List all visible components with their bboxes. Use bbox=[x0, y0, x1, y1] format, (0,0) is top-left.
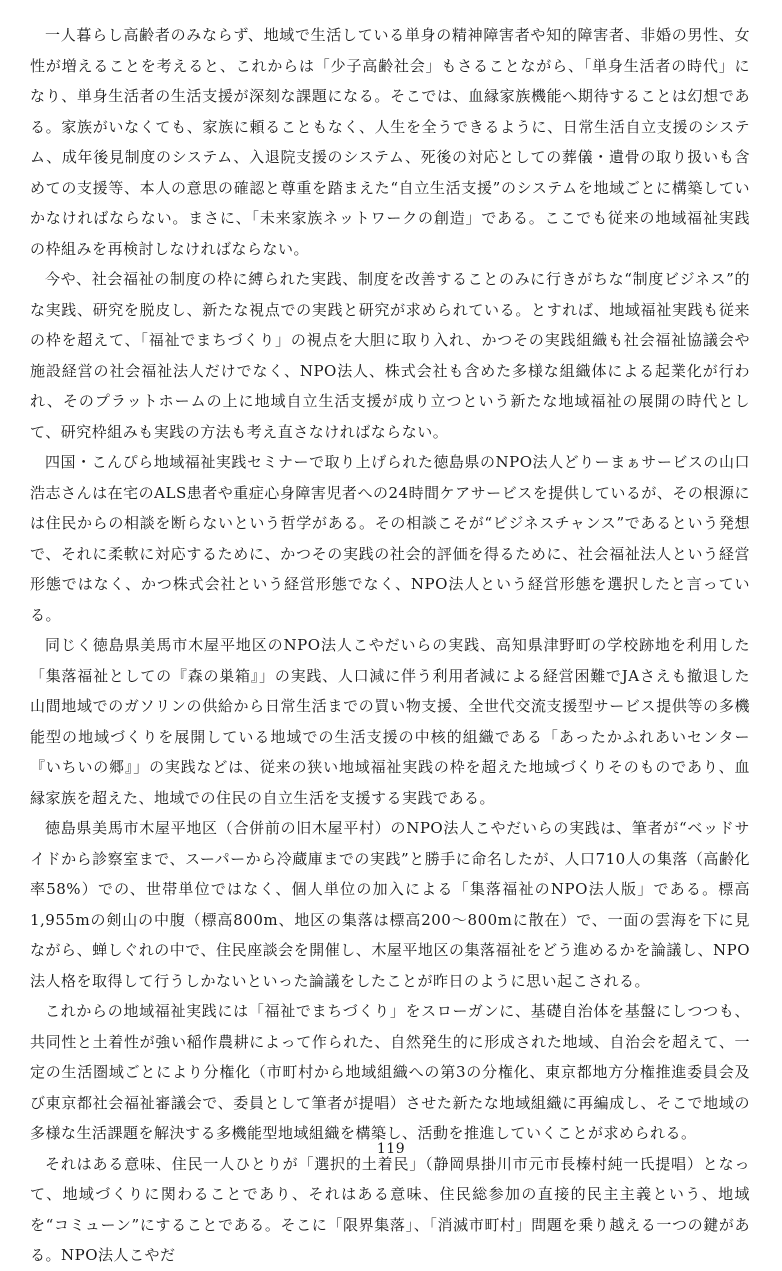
paragraph-1: 一人暮らし高齢者のみならず、地域で生活している単身の精神障害者や知的障害者、非婚の男性、女性が増えることを考えると、これからは「少子高齢社会」もさることながら、「単身生活者の時代」になり、単身生活者の生活支援が深刻な課題になる。そこでは、血縁家族機能へ期待することは幻想である。家族がいなくても、家族に頼ることもなく、人生を全うできるように、日常生活自立支援のシステム、成年後見制度のシステム、入退院支援のシステム、死後の対応としての葬儀・遺骨の取り扱いも含めての支援等、本人の意思の確認と尊重を踏まえた“自立生活支援”のシステムを地域ごとに構築していかなければならない。まさに、「未来家族ネットワークの創造」である。ここでも従来の地域福祉実践の枠組みを再検討しなければならない。 bbox=[30, 26, 750, 258]
paragraph-7: それはある意味、住民一人ひとりが「選択的土着民」（静岡県掛川市元市長榛村純一氏提唱）となって、地域づくりに関わることであり、それはある意味、住民総参加の直接的民主主義という、地域を“コミューン”にすることである。そこに「限界集落」、「消滅市町村」問題を乗り越える一つの鍵がある。NPO法人こやだ bbox=[30, 1154, 750, 1264]
paragraph-5: 徳島県美馬市木屋平地区（合併前の旧木屋平村）のNPO法人こやだいらの実践は、筆者が“ベッドサイドから診察室まで、スーパーから冷蔵庫までの実践”と勝手に命名したが、人口710人の集落（高齢化率58%）での、世帯単位ではなく、個人単位の加入による「集落福祉のNPO法人版」である。標高1,955mの剣山の中腹（標高800m、地区の集落は標高200～800mに散在）で、一面の雲海を下に見ながら、蝉しぐれの中で、住民座談会を開催し、木屋平地区の集落福祉をどう進めるかを論議し、NPO法人格を取得して行うしかないといった論議をしたことが昨日のように思い起こされる。 bbox=[30, 819, 750, 990]
paragraph-3: 四国・こんぴら地域福祉実践セミナーで取り上げられた徳島県のNPO法人どりーまぁサービスの山口浩志さんは在宅のALS患者や重症心身障害児者への24時間ケアサービスを提供しているが、その根源には住民からの相談を断らないという哲学がある。その相談こそが“ビジネスチャンス”であるという発想で、それに柔軟に対応するために、かつその実践の社会的評価を得るために、社会福祉法人という経営形態ではなく、かつ株式会社という経営形態でなく、NPO法人という経営形態を選択したと言っている。 bbox=[30, 453, 750, 624]
page-body bbox=[30, 20, 750, 1271]
page-number: 119 bbox=[376, 1141, 406, 1157]
paragraph-4: 同じく徳島県美馬市木屋平地区のNPO法人こやだいらの実践、高知県津野町の学校跡地を利用した「集落福祉としての『森の巣箱』」の実践、人口減に伴う利用者減による経営困難でJAさえも撤退した山間地域でのガソリンの供給から日常生活までの買い物支援、全世代交流支援型サービス提供等の多機能型の地域づくりを展開している地域での生活支援の中核的組織である「あったかふれあいセンター『いちいの郷』」の実践などは、従来の狭い地域福祉実践の枠を超えた地域づくりそのものであり、血縁家族を超えた、地域での住民の自立生活を支援する実践である。 bbox=[30, 636, 750, 807]
paragraph-6: これからの地域福祉実践には「福祉でまちづくり」をスローガンに、基礎自治体を基盤にしつつも、共同性と土着性が強い稲作農耕によって作られた、自然発生的に形成された地域、自治会を超えて、一定の生活圏域ごとにより分権化（市町村から地域組織への第3の分権化、東京都地方分権推進委員会及び東京都社会福祉審議会で、委員として筆者が提唱）させた新たな地域組織に再編成し、そこで地域の多様な生活課題を解決する多機能型地域組織を構築し、活動を推進していくことが求められる。 bbox=[30, 1002, 750, 1142]
paragraph-2: 今や、社会福祉の制度の枠に縛られた実践、制度を改善することのみに行きがちな“制度ビジネス”的な実践、研究を脱皮し、新たな視点での実践と研究が求められている。とすれば、地域福祉実践も従来の枠を超えて、「福祉でまちづくり」の視点を大胆に取り入れ、かつその実践組織も社会福祉協議会や施設経営の社会福祉法人だけでなく、NPO法人、株式会社も含めた多様な組織体による起業化が行われ、そのプラットホームの上に地域自立生活支援が成り立つという新たな地域福祉の展開の時代として、研究枠組みも実践の方法も考え直さなければならない。 bbox=[30, 270, 750, 441]
